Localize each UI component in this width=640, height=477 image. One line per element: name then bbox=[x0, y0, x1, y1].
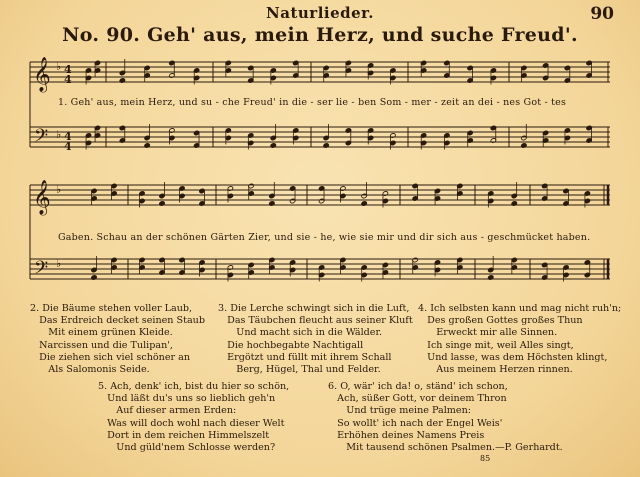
flat-sign: ♭ bbox=[56, 128, 62, 141]
page-number: 90 bbox=[590, 4, 614, 24]
verse-4: 4. Ich selbsten kann und mag nicht ruh'n; Des großen Gottes großes Thun Erweckt mir alle Sinnen. Ich singe mit, weil Alles singt, Und lasse, was dem Höchsten klingt, Aus meinem Herzen rinnen. bbox=[418, 303, 622, 376]
treble-clef: 𝄞 bbox=[33, 180, 51, 215]
footer-number: 85 bbox=[480, 454, 491, 463]
verse-3: 3. Die Lerche schwingt sich in die Luft, Das Täubchen fleucht aus seiner Kluft Und macht sich in die Wälder. Die hochbegabte Nachtigall Ergötzt und füllt mit ihrem Schall Berg, Hügel, Thal und Felder. bbox=[218, 303, 413, 376]
verse-5: 5. Ach, denk' ich, bist du hier so schön, Und läßt du's uns so lieblich geh'n Auf dieser armen Erden: Was will doch wohl nach dieser Welt Dort in dem reichen Himmelszelt Und güld'nem Schlosse werden? bbox=[98, 381, 290, 454]
section-header: Naturlieder. bbox=[266, 4, 374, 22]
lyrics-line-2: Gaben. Schau an der schönen Gärten Zier, und sie - he, wie sie mir und dir sich aus - geschmücket haben. bbox=[58, 232, 591, 243]
time-signature-top-2: 4 bbox=[64, 130, 72, 143]
bass-clef: 𝄢 bbox=[34, 258, 49, 283]
flat-sign: ♭ bbox=[56, 183, 62, 196]
flat-sign: ♭ bbox=[56, 257, 62, 270]
hymn-title: No. 90. Geh' aus, mein Herz, und suche Freud'. bbox=[62, 24, 578, 46]
bass-clef: 𝄢 bbox=[34, 126, 49, 151]
time-signature-bottom-2: 4 bbox=[64, 140, 72, 153]
treble-clef: 𝄞 bbox=[33, 57, 51, 92]
verse-2: 2. Die Bäume stehen voller Laub, Das Erdreich decket seinen Staub Mit einem grünen Kleide. Narcissen und die Tulipan', Die ziehen sich viel schöner an Als Salomonis Seide. bbox=[30, 303, 206, 376]
time-signature-bottom-1: 4 bbox=[64, 73, 72, 86]
flat-sign: ♭ bbox=[56, 60, 62, 73]
verse-6: 6. O, wär' ich da! o, ständ' ich schon, Ach, süßer Gott, vor deinem Thron Und trüge meine Palmen: So wollt' ich nach der Engel Weis' Erhöhen deines Namens Preis Mit tausend schönen Psalmen.—P. Gerhardt. bbox=[328, 381, 563, 454]
time-signature-top-1: 4 bbox=[64, 63, 72, 76]
lyrics-line-1: 1. Geh' aus, mein Herz, und su - che Freud' in die - ser lie - ben Som - mer - zeit an dei - nes Got - tes bbox=[58, 97, 567, 108]
